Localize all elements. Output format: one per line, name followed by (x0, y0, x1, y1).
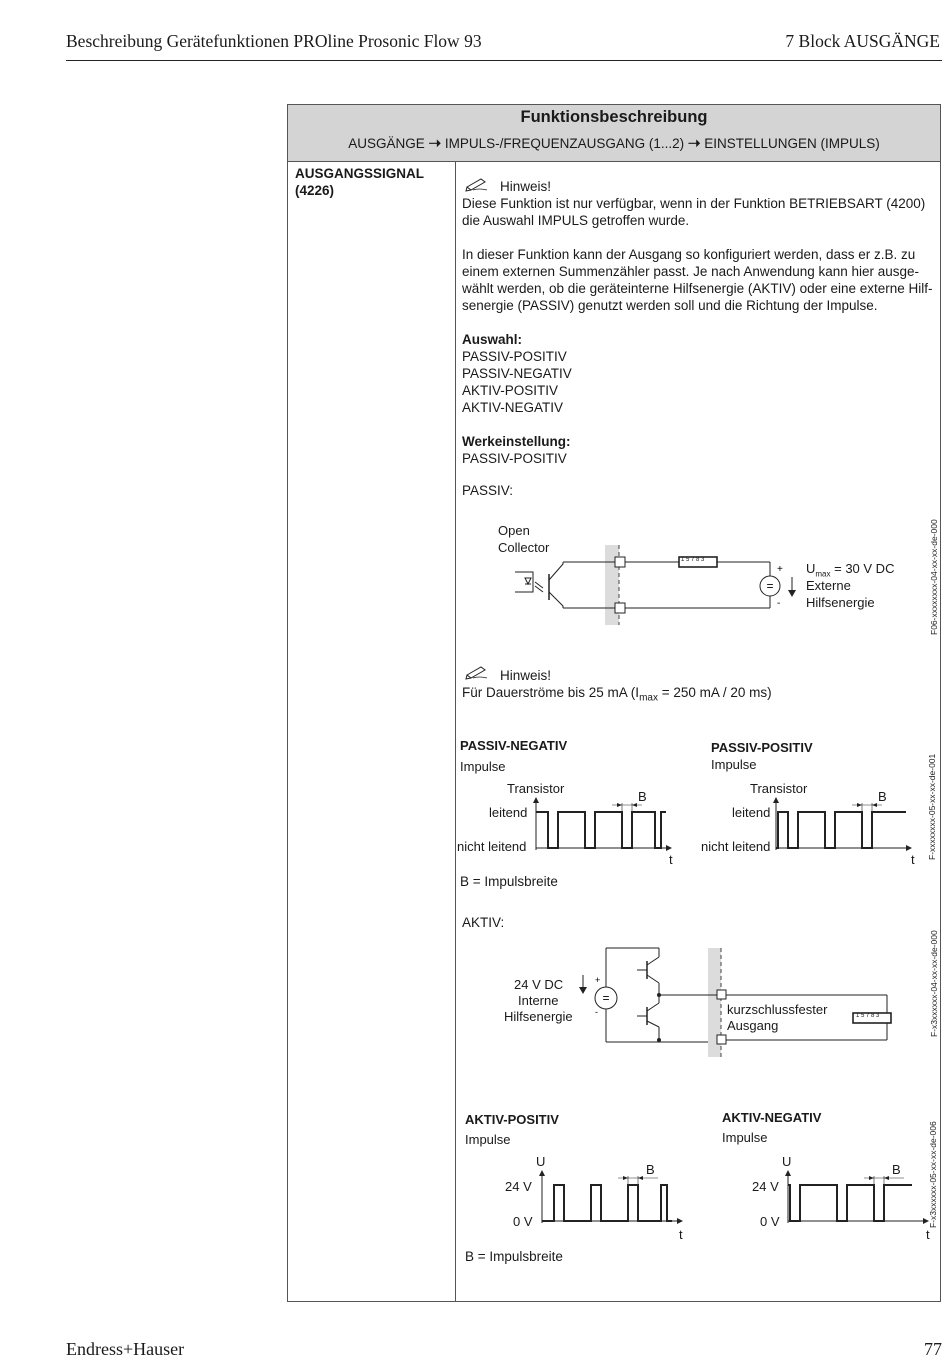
header-rule (66, 60, 942, 61)
svg-text:=: = (602, 991, 610, 1005)
externe-label: Externe (806, 578, 851, 593)
hilfsenergie-label: Hilfsenergie (806, 595, 875, 610)
kurzschlussfest-label: kurzschlussfester (727, 1002, 828, 1017)
t-label: t (679, 1227, 683, 1242)
impulse-label: Impulse (460, 759, 506, 774)
note-title: Hinweis! (500, 179, 552, 194)
passiv-positiv-title: PASSIV-POSITIV (711, 740, 813, 755)
selection-option: PASSIV-NEGATIV (462, 366, 572, 381)
hilfsenergie-label: Hilfsenergie (504, 1009, 573, 1024)
u-label: U (536, 1154, 546, 1169)
function-code: (4226) (295, 183, 335, 198)
figure-code: F-x3xxxxxx-04-xx-xx-de-000 (929, 930, 939, 1037)
note-line: Für Dauerströme bis 25 mA ($I_{max} = 250$ mA / 20 ms) (462, 685, 772, 704)
umax-label: $U_{max} = 30$ V DC (806, 561, 895, 579)
nicht-leitend-label: nicht leitend (701, 839, 771, 854)
intro-line: senergie (PASSIV) genutzt werden soll und die Richtung der Impulse. (462, 298, 878, 313)
v0-label: 0 V (513, 1214, 533, 1229)
legend-b: B = Impulsbreite (465, 1249, 563, 1264)
t-label: t (911, 852, 915, 867)
note-title: Hinweis! (500, 668, 552, 683)
leitend-label: leitend (489, 805, 528, 820)
default-label: Werkeinstellung: (462, 434, 571, 449)
v24dc-label: 24 V DC (514, 977, 564, 992)
selection-option: AKTIV-POSITIV (462, 383, 559, 398)
passiv-negativ-title: PASSIV-NEGATIV (460, 738, 568, 753)
path-item: AUSGÄNGE (348, 136, 425, 151)
collector-label: Collector (498, 540, 550, 555)
transistor-label: Transistor (507, 781, 565, 796)
b-label: B (892, 1162, 901, 1177)
aktiv-negativ-waveform (782, 1168, 932, 1228)
page-number: 77 (924, 1339, 942, 1359)
v24-label: 24 V (752, 1179, 779, 1194)
passive-circuit-diagram (505, 540, 825, 635)
u-label: U (782, 1154, 792, 1169)
impulse-label: Impulse (711, 757, 757, 772)
menu-path (288, 134, 940, 152)
default-value: PASSIV-POSITIV (462, 451, 567, 466)
figure-code: F06-xxxxxxxx-04-xx-xx-de-000 (929, 519, 939, 635)
svg-text:+: + (777, 564, 783, 575)
path-item: IMPULS-/FREQUENZAUSGANG (1...2) (444, 136, 685, 151)
terminal-label: 1 5 7 8 3 (681, 557, 705, 563)
passiv-positiv-waveform (770, 795, 920, 855)
figure-code: F-xxxxxxxx-05-xx-xx-de-001 (927, 753, 937, 860)
note-line: Diese Funktion ist nur verfügbar, wenn in der Funktion BETRIEBSART (4200) (462, 196, 926, 211)
transistor-label: Transistor (750, 781, 808, 796)
selection-option: PASSIV-POSITIV (462, 349, 567, 364)
arrow-right-icon: ➝ (687, 135, 701, 152)
v0-label: 0 V (760, 1214, 780, 1229)
impulse-label: Impulse (465, 1132, 511, 1147)
t-label: t (669, 852, 673, 867)
svg-text:-: - (777, 598, 781, 609)
path-item: EINSTELLUNGEN (IMPULS) (704, 136, 880, 151)
intro-line: einem externen Summenzähler passt. Je nach Anwendung kann hier ausge- (462, 264, 920, 279)
t-label: t (926, 1227, 930, 1242)
b-label: B (638, 789, 647, 804)
leitend-label: leitend (732, 805, 771, 820)
passiv-negativ-waveform (530, 795, 680, 855)
function-label (295, 165, 424, 199)
function-name: AUSGANGSSIGNAL (295, 166, 425, 181)
aktiv-negativ-title: AKTIV-NEGATIV (722, 1110, 822, 1125)
svg-text:-: - (595, 1007, 598, 1017)
figure-code: F-x3xxxxxx-05-xx-xx-de-006 (928, 1121, 938, 1228)
open-label: Open (498, 523, 530, 538)
nicht-leitend-label: nicht leitend (457, 839, 527, 854)
pencil-note-icon (465, 664, 489, 680)
company-logo-text: Endress+Hauser (66, 1339, 185, 1359)
page-header-title: Beschreibung Gerätefunktionen PROline Prosonic Flow 93 (66, 31, 482, 51)
arrow-right-icon: ➝ (428, 135, 442, 152)
svg-text:=: = (766, 579, 774, 593)
passiv-label: PASSIV: (462, 483, 514, 498)
aktiv-positiv-title: AKTIV-POSITIV (465, 1112, 559, 1127)
selection-option: AKTIV-NEGATIV (462, 400, 564, 415)
selection-label: Auswahl: (462, 332, 523, 347)
b-label: B (878, 789, 887, 804)
impulse-label: Impulse (722, 1130, 768, 1145)
terminal-label: 1 5 7 8 3 (856, 1013, 880, 1019)
table-header (288, 105, 940, 162)
active-circuit-diagram (575, 945, 895, 1057)
aktiv-label: AKTIV: (462, 915, 505, 930)
intro-line: In dieser Funktion kann der Ausgang so konfiguriert werden, dass er z.B. zu (462, 247, 916, 262)
note-line: die Auswahl IMPULS getroffen wurde. (462, 213, 690, 228)
aktiv-positiv-waveform (536, 1168, 686, 1228)
b-label: B (646, 1162, 655, 1177)
page-header-section: 7 Block AUSGÄNGE (785, 31, 940, 51)
legend-b: B = Impulsbreite (460, 874, 558, 889)
table-title: Funktionsbeschreibung (520, 108, 708, 126)
intro-line: wählt werden, ob die geräteinterne Hilfsenergie (AKTIV) oder eine externe Hilf- (462, 281, 933, 296)
ausgang-label: Ausgang (727, 1018, 779, 1033)
v24-label: 24 V (505, 1179, 532, 1194)
column-divider (455, 161, 456, 1301)
pencil-note-icon (465, 176, 489, 192)
svg-text:+: + (595, 975, 601, 985)
interne-label: Interne (518, 993, 559, 1008)
